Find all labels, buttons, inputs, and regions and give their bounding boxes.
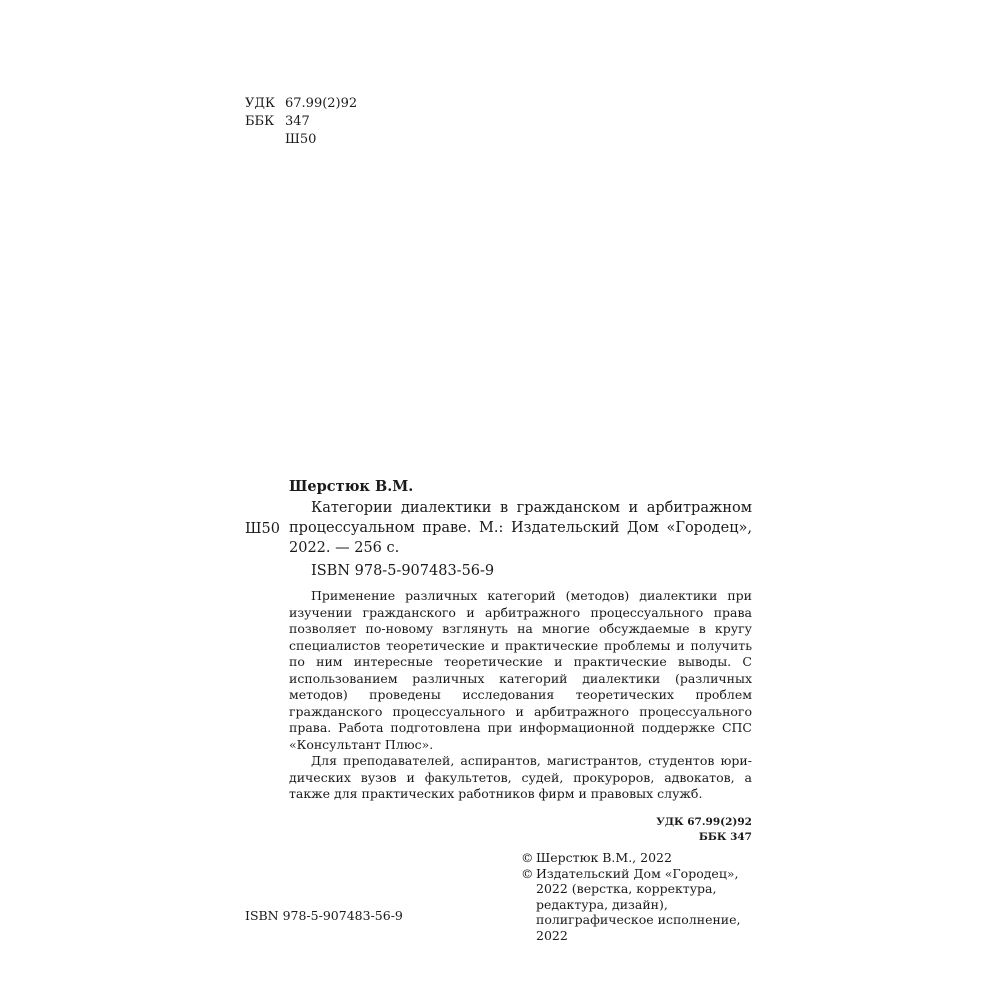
copyright-author-text: Шерстюк В.М., 2022	[536, 850, 672, 865]
footer-isbn: ISBN 978-5-907483-56-9	[245, 908, 403, 923]
bbk-value: 347	[285, 114, 310, 129]
card-author-mark: Ш50	[245, 521, 280, 537]
copyright-symbol: ©	[521, 850, 534, 865]
copyright-author	[521, 850, 766, 866]
copyright-publisher	[521, 866, 766, 944]
author-mark-row	[245, 131, 357, 149]
card-abstract	[289, 588, 752, 803]
copyright-block	[521, 850, 766, 943]
copyright-symbol: ©	[521, 865, 534, 881]
udk-value: 67.99(2)92	[285, 96, 358, 111]
author-mark: Ш50	[285, 132, 317, 147]
bbk-row	[245, 113, 357, 131]
classification-codes	[245, 95, 357, 149]
udk-label: УДК	[245, 96, 276, 111]
card-bibliographic-description: Категории диалектики в гражданском и арбитражном процессуальном праве. М.: Издательский Дом «Городец», 2022. — 256 с.	[289, 500, 752, 556]
card-author: Шерстюк В.М.	[289, 478, 414, 495]
bbk-label: ББК	[245, 114, 275, 129]
udk-row	[245, 95, 357, 113]
card-udk: УДК 67.99(2)92	[656, 816, 752, 828]
abstract-paragraph: Применение различных категорий (методов) диалектики при изучении гражданского и арбитражного процессуального права позволяет по-новому взглянуть на многие обсуждаемые в кругу специалистов теоретические и практические проблемы и получить по ним интересные теоретические и практические выводы. С использованием различных категорий диалектики (различных методов) проведены исследования теоретических проблем гражданского процессуального и арбитражного процессуального права. Работа подготовлена при информационной поддержке СПС «Консультант Плюс».	[289, 588, 752, 752]
copyright-publisher-text: Издательский Дом «Городец», 2022 (верстка, корректура, редактура, дизайн), полиграфическое исполнение, 2022	[536, 865, 741, 943]
card-bbk: ББК 347	[698, 831, 752, 843]
abstract-audience: Для преподавателей, аспирантов, магистрантов, студентов юридических вузов и факультетов, судей, прокуроров, адвокатов, а также для практических работников фирм и правовых служб.	[289, 753, 752, 801]
card-classification	[600, 815, 752, 845]
card-isbn: ISBN 978-5-907483-56-9	[311, 563, 495, 579]
